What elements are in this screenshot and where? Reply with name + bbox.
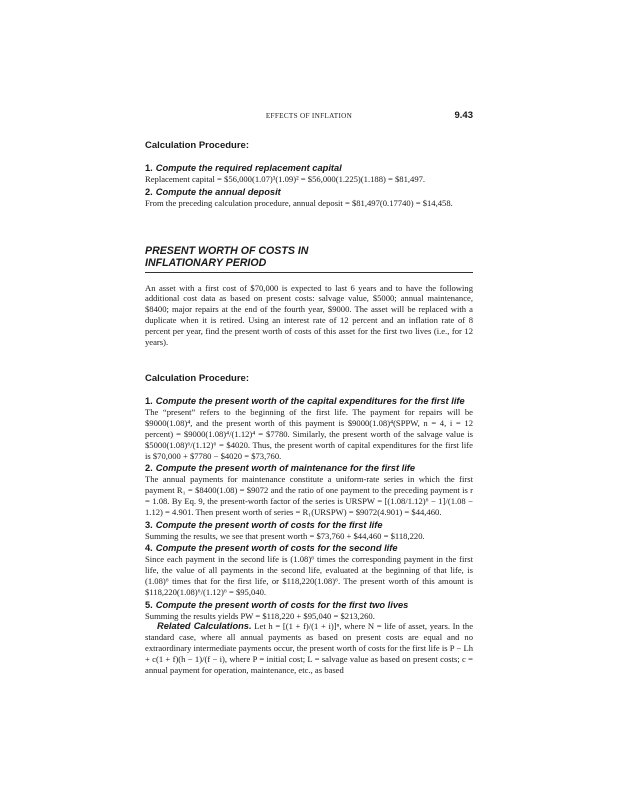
step-block [145,463,473,517]
step-body: Since each payment in the second life is (1.08)⁶ times the corresponding payment in the first life, the value of all payments in the second life, evaluated at the beginning of that life, is (1.08)⁶ times that for the first life, or $118,220(1.08)⁶. The present worth of this amount is $118,220(1.08)⁶/(1.12)⁶ = $95,040. [145,554,473,597]
step-body: The “present” refers to the beginning of the first life. The payment for repairs will be $9000(1.08)⁴, and the present worth of this payment is $9000(1.08)⁴(SPPW, n = 4, i = 12 percent) = $9000(1.08)⁴/(1.12)⁴ = $7780. Similarly, the present worth of the salvage value is $5000(1.08)⁶/(1.12)⁶ = $4020. Thus, the present worth of capital expenditures for the first life is $70,000 + $7780 − $4020 = $73,760. [145,407,473,461]
step-block [145,163,473,185]
running-header [145,110,473,124]
step-title: 1. Compute the present worth of the capital expenditures for the first life [145,396,465,407]
step-block [145,600,473,622]
calculation-procedure-heading: Calculation Procedure: [145,373,249,385]
step-block [145,520,473,542]
step-body: The annual payments for maintenance constitute a uniform-rate series in which the first payment R₁ = $8400(1.08) = $9072 and the ratio of one payment to the preceding payment is r = 1.08. By Eq. 9, the present-worth factor of the series is URSPW = [(1.08/1.12)⁶ − 1]/(1.08 − 1.12) = 4.901. Then present worth of series = R₁(URSPW) = $9072(4.901) = $44,460. [145,474,473,517]
step-title: 1. Compute the required replacement capital [145,163,342,173]
running-title: EFFECTS OF INFLATION [265,112,353,120]
step-title: 5. Compute the present worth of costs for the first two lives [145,599,409,610]
related-calculations-label: Related Calculations. [157,621,252,632]
problem-statement: An asset with a first cost of $70,000 is expected to last 6 years and to have the following additional cost data as based on present costs: salvage value, $5000; annual maintenance, $8400; major repairs at the end of the fourth year, $9000. The asset will be replaced with a duplicate when it is retired. Using an interest rate of 12 percent and an inflation rate of 8 percent per year, find the present worth of costs of this asset for the first two lives (i.e., for 12 years). [145,282,473,347]
step-block [145,543,473,597]
step-title: 2. Compute the present worth of maintenance for the first life [145,463,416,474]
related-calculations [145,621,473,675]
page-number: 9.43 [454,110,473,121]
step-title: 4. Compute the present worth of costs for the second life [145,543,398,554]
step-body: Replacement capital = $56,000(1.07)³(1.09)² = $56,000(1.225)(1.188) = $81,497. [145,174,426,184]
step-block [145,187,473,209]
step-body: Summing the results yields PW = $118,220 + $95,040 = $213,260. [145,610,375,621]
page-content [145,140,473,675]
step-title: 3. Compute the present worth of costs for the first life [145,519,383,530]
problem-title: PRESENT WORTH OF COSTS IN INFLATIONARY PERIOD [145,245,473,273]
calculation-procedure-heading: Calculation Procedure: [145,140,249,151]
step-body: Summing the results, we see that present worth = $73,760 + $44,460 = $118,220. [145,530,425,541]
step-block [145,396,473,461]
step-body: From the preceding calculation procedure, annual deposit = $81,497(0.17740) = $14,458. [145,197,453,208]
related-calculations-text: Let h = [(1 + f)/(1 + i)]ⁿ, where N = life of asset, years. In the standard case, where all annual payments as based on present costs are equal and no extraordinary intermediate payments occur, the present worth of costs for the first life is P − Lh + c(1 + f)(h − 1)/(f − i), where P = initial cost; L = salvage value as based on present costs; c = annual payment for operation, maintenance, etc., as based [145,621,474,675]
step-title: 2. Compute the annual deposit [145,186,281,197]
